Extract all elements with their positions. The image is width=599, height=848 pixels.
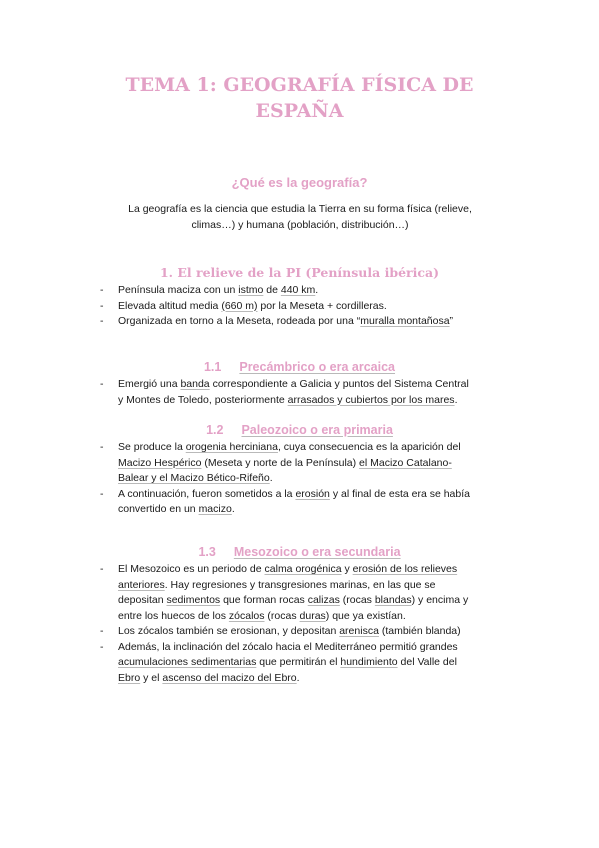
list-item — [100, 624, 520, 640]
page-title — [60, 72, 539, 124]
text-run: . — [231, 503, 235, 515]
section-title: Paleozoico o era primaria — [241, 423, 393, 437]
intro-paragraph — [100, 201, 500, 233]
list-item-continuation — [100, 609, 520, 625]
section-title: Mesozoico o era secundaria — [233, 545, 401, 559]
text-run: . Hay regresiones y transgresiones marinas, en las que se — [164, 578, 436, 591]
section-number: 1.2 — [206, 423, 224, 437]
underlined-term: istmo — [238, 284, 264, 296]
underlined-term: orogenia herciniana — [185, 441, 278, 453]
list-item-continuation — [100, 393, 520, 409]
text-run: ) y encima y — [411, 594, 469, 606]
text-run: ) que ya existían. — [325, 609, 406, 622]
list-item-continuation — [100, 671, 520, 687]
text-run: . — [269, 472, 273, 484]
intro-line-1: La geografía es la ciencia que estudia la Tierra en su forma física (relieve, — [128, 203, 472, 215]
section-1-2-list — [100, 440, 520, 518]
list-item-continuation — [100, 456, 520, 472]
underlined-term: macizo — [198, 503, 232, 515]
section-1-1-list — [100, 377, 520, 408]
text-run: (rocas — [339, 594, 375, 606]
underlined-term: Balear y el Macizo Bético-Rifeño — [118, 472, 270, 484]
text-run: . — [315, 284, 319, 296]
underlined-term: el Macizo Catalano- — [359, 456, 452, 469]
underlined-term: calma orogénica — [264, 563, 342, 575]
text-run: A continuación, fueron sometidos a la — [118, 487, 296, 500]
text-run: Emergió una — [118, 378, 181, 390]
underlined-term: anteriores — [118, 578, 165, 591]
title-line-2: ESPAÑA — [255, 100, 344, 122]
list-item — [100, 487, 520, 503]
list-item — [100, 440, 520, 456]
underlined-term: Macizo Hespérico — [118, 456, 202, 469]
section-1-list — [100, 283, 520, 330]
text-run: Península maciza con un — [118, 284, 239, 296]
underlined-term: (660 m) — [221, 299, 258, 312]
text-run: (también blanda) — [378, 625, 461, 637]
underlined-term: erosión de los relieves — [352, 563, 458, 575]
underlined-term: calizas — [307, 594, 340, 606]
section-title: Precámbrico o era arcaica — [239, 360, 396, 374]
text-run: que forman rocas — [220, 594, 308, 606]
underlined-term: hundimiento — [340, 656, 398, 668]
list-item-continuation — [100, 655, 520, 671]
text-run: (Meseta y norte de la Península) — [201, 456, 360, 469]
list-item — [100, 562, 520, 578]
text-run: y Montes de Toledo, posteriormente — [118, 393, 288, 406]
section-number: 1.1 — [203, 360, 222, 374]
text-run: entre los huecos de los — [118, 609, 229, 622]
list-item — [100, 283, 520, 299]
underlined-term: acumulaciones sedimentarias — [118, 656, 257, 668]
section-1-3-list — [100, 562, 520, 686]
text-run: Los zócalos también se erosionan, y depositan — [118, 625, 340, 637]
list-item-continuation — [100, 578, 520, 594]
text-run: Organizada en torno a la Meseta, rodeada por una “ — [118, 315, 361, 327]
underlined-term: banda — [180, 378, 210, 390]
underlined-term: Ebro — [118, 671, 141, 684]
list-item — [100, 314, 520, 330]
text-run: Además, la inclinación del zócalo hacia el Mediterráneo permitió grandes — [118, 640, 458, 653]
list-item-continuation — [100, 471, 520, 487]
section-number: 1.3 — [198, 545, 216, 559]
list-item-continuation — [100, 593, 520, 609]
title-line-1: TEMA 1: GEOGRAFÍA FÍSICA DE — [125, 74, 474, 96]
list-item-continuation — [100, 502, 520, 518]
text-run: del Valle del — [397, 656, 457, 668]
text-run: ” — [449, 315, 454, 327]
section-1-heading: 1. El relieve de la PI (Península ibérica) — [159, 265, 439, 280]
text-run: Elevada altitud media — [118, 299, 222, 312]
text-run: (rocas — [264, 609, 300, 622]
text-run: correspondiente a Galicia y puntos del Sistema Central — [209, 378, 469, 390]
underlined-term: sedimentos — [166, 594, 221, 606]
text-run: y el — [140, 671, 163, 684]
underlined-term: blandas — [374, 594, 412, 606]
underlined-term: 440 km — [280, 284, 316, 296]
subtitle: ¿Qué es la geografía? — [231, 175, 368, 190]
text-run: Se produce la — [118, 441, 186, 453]
text-run: . — [296, 671, 300, 684]
underlined-term: arenisca — [339, 625, 379, 637]
text-run: , cuya consecuencia es la aparición del — [277, 441, 461, 453]
text-run: . — [454, 393, 458, 406]
underlined-term: arrasados y cubiertos por los mares — [287, 393, 455, 406]
text-run: de — [263, 284, 281, 296]
underlined-term: zócalos — [228, 609, 265, 622]
list-item — [100, 377, 520, 393]
text-run: y al final de esta era se había — [329, 487, 470, 500]
text-run: que permitirán el — [256, 656, 341, 668]
underlined-term: ascenso del macizo del Ebro — [162, 671, 297, 684]
text-run: depositan — [118, 594, 167, 606]
section-1-2-heading — [0, 421, 599, 439]
text-run: y — [341, 563, 353, 575]
text-run: por la Meseta + cordilleras. — [257, 299, 387, 312]
section-1-1-heading — [0, 358, 599, 376]
intro-line-2: climas…) y humana (población, distribución…) — [191, 219, 409, 231]
section-1-3-heading — [0, 543, 599, 561]
text-run: convertido en un — [118, 503, 199, 515]
underlined-term: muralla montañosa — [360, 315, 450, 327]
list-item — [100, 299, 520, 315]
underlined-term: duras — [299, 609, 326, 622]
list-item — [100, 640, 520, 656]
text-run: El Mesozoico es un periodo de — [118, 563, 265, 575]
underlined-term: erosión — [295, 487, 330, 500]
